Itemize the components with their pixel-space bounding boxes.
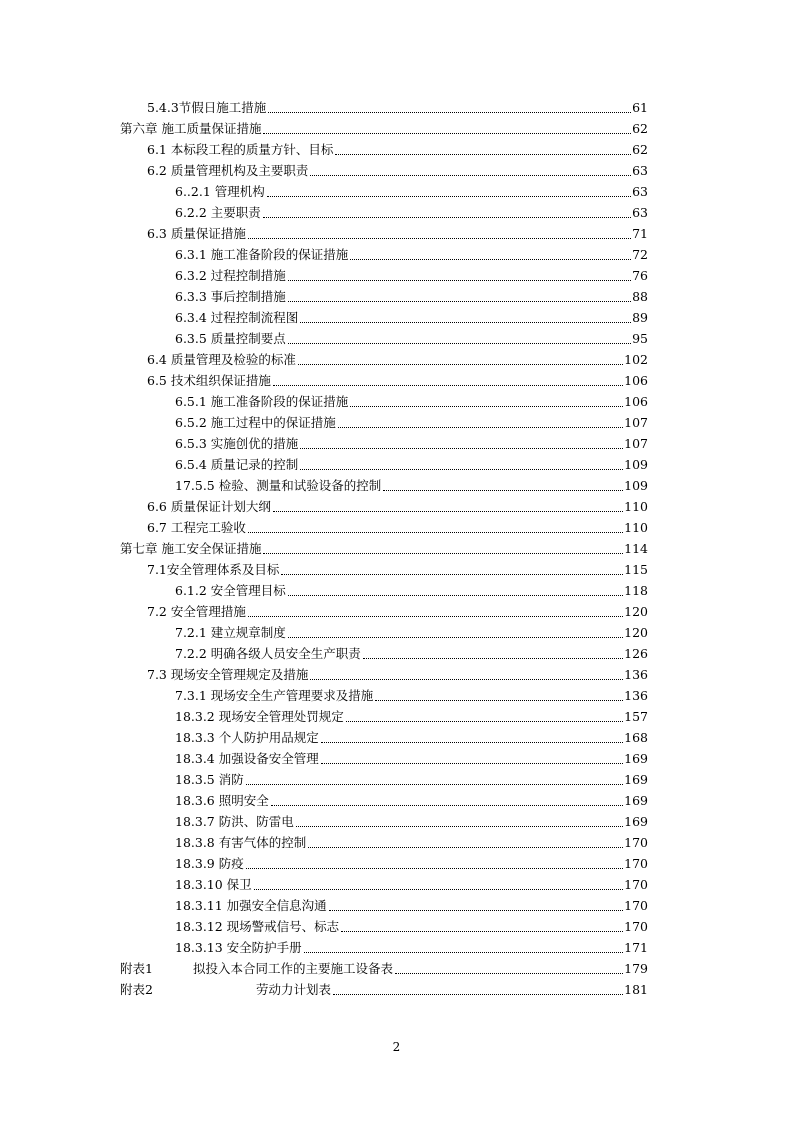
toc-entry <box>175 620 648 640</box>
toc-dot-leader <box>246 868 623 869</box>
toc-entry-page: 106 <box>624 373 648 388</box>
toc-dot-leader <box>346 721 623 722</box>
toc-entry <box>175 284 648 304</box>
toc-entry-page: 120 <box>624 625 648 640</box>
toc-entry-page: 72 <box>632 247 648 262</box>
toc-entry-page: 109 <box>624 457 648 472</box>
toc-dot-leader <box>246 784 623 785</box>
toc-entry <box>175 242 648 262</box>
appendix-label: 附表1 <box>120 961 153 976</box>
toc-dot-leader <box>288 280 631 281</box>
toc-entry-title: 6.7 工程完工验收 <box>147 520 246 535</box>
toc-entry <box>120 536 648 556</box>
toc-entry <box>175 473 648 493</box>
toc-entry <box>175 263 648 283</box>
toc-entry-title: 6.3 质量保证措施 <box>147 226 246 241</box>
toc-entry <box>175 200 648 220</box>
toc-entry <box>175 935 648 955</box>
toc-entry-page: 170 <box>624 856 648 871</box>
toc-entry-title: 6.2 质量管理机构及主要职责 <box>147 163 309 178</box>
toc-entry-title: 18.3.9 防疫 <box>175 856 244 871</box>
toc-entry-title: 18.3.4 加强设备安全管理 <box>175 751 319 766</box>
toc-entry <box>175 578 648 598</box>
toc-entry-title: 第七章 施工安全保证措施 <box>120 541 262 556</box>
toc-dot-leader <box>321 742 623 743</box>
toc-entry-page: 168 <box>624 730 648 745</box>
toc-entry-title: 18.3.10 保卫 <box>175 877 252 892</box>
toc-entry <box>147 557 648 577</box>
toc-dot-leader <box>329 910 623 911</box>
toc-dot-leader <box>288 343 631 344</box>
toc-entry <box>175 410 648 430</box>
toc-entry <box>175 809 648 829</box>
toc-appendix-entry <box>120 956 648 976</box>
toc-entry-title: 6.5.3 实施创优的措施 <box>175 436 299 451</box>
toc-entry-title: 5.4.3节假日施工措施 <box>147 100 267 115</box>
toc-entry-title: 7.2.1 建立规章制度 <box>175 625 286 640</box>
appendix-label: 附表2 <box>120 982 153 997</box>
toc-dot-leader <box>288 637 623 638</box>
toc-entry-title: 第六章 施工质量保证措施 <box>120 121 262 136</box>
toc-entry-title: 18.3.3 个人防护用品规定 <box>175 730 319 745</box>
toc-dot-leader <box>335 154 631 155</box>
toc-entry-title: 6.3.4 过程控制流程图 <box>175 310 299 325</box>
toc-entry-page: 76 <box>632 268 648 283</box>
toc-entry <box>175 179 648 199</box>
toc-entry-title: 6.5.4 质量记录的控制 <box>175 457 299 472</box>
toc-entry-page: 136 <box>624 667 648 682</box>
toc-entry-page: 107 <box>624 415 648 430</box>
toc-entry-page: 170 <box>624 835 648 850</box>
toc-dot-leader <box>310 175 631 176</box>
toc-entry-page: 110 <box>624 520 648 535</box>
toc-entry-page: 62 <box>632 142 648 157</box>
toc-entry-page: 170 <box>624 919 648 934</box>
toc-dot-leader <box>341 931 623 932</box>
toc-entry-title: 18.3.12 现场警戒信号、标志 <box>175 919 340 934</box>
toc-entry-page: 109 <box>624 478 648 493</box>
toc-dot-leader <box>281 574 623 575</box>
toc-entry-page: 126 <box>624 646 648 661</box>
toc-dot-leader <box>363 658 623 659</box>
toc-entry <box>175 641 648 661</box>
toc-entry-page: 169 <box>624 772 648 787</box>
toc-entry <box>175 452 648 472</box>
toc-dot-leader <box>273 385 623 386</box>
toc-entry-title: 6.3.5 质量控制要点 <box>175 331 286 346</box>
toc-entry <box>175 746 648 766</box>
toc-dot-leader <box>248 616 623 617</box>
toc-entry-title: 18.3.11 加强安全信息沟通 <box>175 898 327 913</box>
toc-entry-page: 181 <box>624 982 648 997</box>
toc-entry <box>175 830 648 850</box>
toc-entry <box>175 872 648 892</box>
toc-entry <box>147 221 648 241</box>
toc-dot-leader <box>321 763 623 764</box>
toc-entry-title: 6.2.2 主要职责 <box>175 205 261 220</box>
toc-dot-leader <box>271 805 623 806</box>
toc-dot-leader <box>395 973 623 974</box>
toc-dot-leader <box>254 889 623 890</box>
toc-entry-page: 106 <box>624 394 648 409</box>
toc-dot-leader <box>298 364 623 365</box>
toc-entry-page: 114 <box>624 541 648 556</box>
toc-dot-leader <box>296 826 623 827</box>
toc-entry-page: 170 <box>624 898 648 913</box>
toc-dot-leader <box>338 427 623 428</box>
toc-entry-title: 6.3.2 过程控制措施 <box>175 268 286 283</box>
toc-entry-page: 169 <box>624 814 648 829</box>
toc-entry <box>147 158 648 178</box>
toc-dot-leader <box>300 322 631 323</box>
toc-entry-page: 63 <box>632 205 648 220</box>
toc-dot-leader <box>300 469 623 470</box>
toc-dot-leader <box>288 301 631 302</box>
toc-dot-leader <box>350 259 631 260</box>
toc-dot-leader <box>263 217 631 218</box>
toc-dot-leader <box>383 490 623 491</box>
toc-entry-title: 6.5.1 施工准备阶段的保证措施 <box>175 394 349 409</box>
toc-entry <box>175 305 648 325</box>
toc-dot-leader <box>350 406 623 407</box>
toc-entry <box>147 599 648 619</box>
toc-dot-leader <box>304 952 623 953</box>
toc-entry <box>147 368 648 388</box>
toc-entry-page: 61 <box>632 100 648 115</box>
toc-entry <box>147 347 648 367</box>
toc-entry-title: 6.5.2 施工过程中的保证措施 <box>175 415 336 430</box>
toc-dot-leader <box>263 553 623 554</box>
toc-entry-title: 18.3.5 消防 <box>175 772 244 787</box>
toc-entry <box>175 725 648 745</box>
toc-entry <box>147 494 648 514</box>
toc-dot-leader <box>333 994 623 995</box>
toc-entry <box>175 851 648 871</box>
toc-entry <box>175 914 648 934</box>
toc-entry-page: 110 <box>624 499 648 514</box>
toc-entry <box>175 683 648 703</box>
toc-dot-leader <box>268 112 631 113</box>
toc-entry-page: 63 <box>632 163 648 178</box>
toc-entry-page: 95 <box>632 331 648 346</box>
toc-dot-leader <box>310 679 623 680</box>
toc-entry-page: 107 <box>624 436 648 451</box>
toc-entry-title: 6.4 质量管理及检验的标准 <box>147 352 296 367</box>
toc-entry-title: 6..2.1 管理机构 <box>175 184 265 199</box>
appendix-title: 拟投入本合同工作的主要施工设备表 <box>193 961 394 976</box>
toc-entry <box>175 704 648 724</box>
toc-entry-title: 6.1.2 安全管理目标 <box>175 583 286 598</box>
toc-entry-page: 169 <box>624 793 648 808</box>
toc-dot-leader <box>288 595 623 596</box>
toc-dot-leader <box>308 847 623 848</box>
toc-entry-page: 179 <box>624 961 648 976</box>
toc-entry-title: 6.3.3 事后控制措施 <box>175 289 286 304</box>
toc-entry-title: 6.3.1 施工准备阶段的保证措施 <box>175 247 349 262</box>
toc-entry-title: 18.3.2 现场安全管理处罚规定 <box>175 709 344 724</box>
toc-entry-title: 18.3.13 安全防护手册 <box>175 940 302 955</box>
toc-entry-page: 170 <box>624 877 648 892</box>
toc-entry-page: 88 <box>632 289 648 304</box>
toc-entry-page: 120 <box>624 604 648 619</box>
toc-entry-page: 71 <box>632 226 648 241</box>
toc-entry-page: 157 <box>624 709 648 724</box>
toc-entry-title: 6.5 技术组织保证措施 <box>147 373 271 388</box>
toc-entry-page: 63 <box>632 184 648 199</box>
toc-entry-title: 6.6 质量保证计划大纲 <box>147 499 271 514</box>
toc-entry <box>147 515 648 535</box>
toc-entry <box>175 788 648 808</box>
toc-entry-title: 6.1 本标段工程的质量方针、目标 <box>147 142 334 157</box>
toc-dot-leader <box>248 532 623 533</box>
toc-dot-leader <box>375 700 623 701</box>
toc-entry-page: 89 <box>632 310 648 325</box>
toc-entry-title: 7.3.1 现场安全生产管理要求及措施 <box>175 688 374 703</box>
toc-dot-leader <box>263 133 631 134</box>
toc-entry-page: 118 <box>624 583 648 598</box>
appendix-title: 劳动力计划表 <box>256 982 332 997</box>
toc-entry-title: 18.3.6 照明安全 <box>175 793 269 808</box>
toc-entry-page: 136 <box>624 688 648 703</box>
toc-entry-page: 115 <box>624 562 648 577</box>
toc-entry-page: 169 <box>624 751 648 766</box>
toc-entry-title: 7.2.2 明确各级人员安全生产职责 <box>175 646 361 661</box>
toc-entry-title: 17.5.5 检验、测量和试验设备的控制 <box>175 478 382 493</box>
toc-dot-leader <box>248 238 631 239</box>
toc-appendix-entry <box>120 977 648 997</box>
toc-dot-leader <box>300 448 623 449</box>
toc-entry-title: 18.3.7 防洪、防雷电 <box>175 814 294 829</box>
toc-dot-leader <box>267 196 631 197</box>
toc-entry <box>175 326 648 346</box>
toc-entry <box>175 893 648 913</box>
toc-entry <box>175 389 648 409</box>
toc-entry-title: 18.3.8 有害气体的控制 <box>175 835 307 850</box>
toc-dot-leader <box>273 511 623 512</box>
toc-entry <box>147 662 648 682</box>
toc-entry <box>175 431 648 451</box>
toc-entry <box>147 95 648 115</box>
page-number: 2 <box>392 1040 401 1054</box>
toc-entry-title: 7.2 安全管理措施 <box>147 604 246 619</box>
toc-entry-page: 102 <box>624 352 648 367</box>
toc-entry-page: 171 <box>624 940 648 955</box>
toc-entry-title: 7.1安全管理体系及目标 <box>147 562 280 577</box>
toc-entry <box>147 137 648 157</box>
toc-entry <box>120 116 648 136</box>
toc-entry <box>175 767 648 787</box>
toc-entry-title: 7.3 现场安全管理规定及措施 <box>147 667 309 682</box>
toc-entry-page: 62 <box>632 121 648 136</box>
